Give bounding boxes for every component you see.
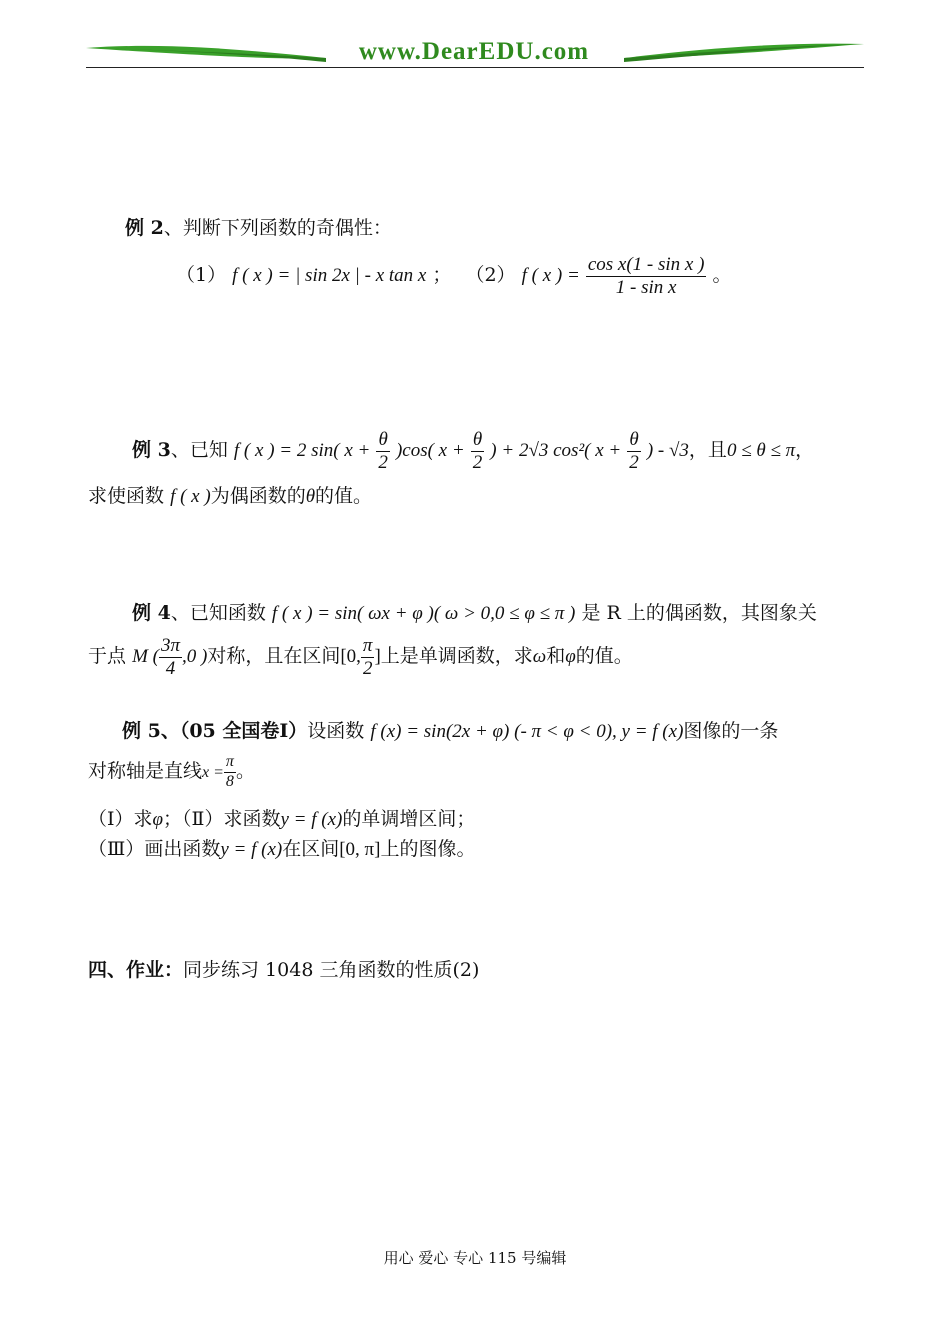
ex3-cond-post: ，: [795, 439, 815, 461]
ex5-q3-func: y = f (x): [220, 839, 283, 860]
ex4-omega: ω: [532, 646, 547, 667]
ex4-i-den: 2: [362, 657, 373, 679]
ex3-q-text-3: 的值。: [315, 485, 373, 507]
ex3-label: 例 3: [132, 439, 171, 461]
ex2-intro: 、判断下列函数的奇偶性：: [163, 217, 392, 239]
page-footer: 用心 爱心 专心 115 号编辑: [383, 1249, 567, 1267]
ex5-statement-line2: [88, 748, 255, 794]
ex3-theta-den: 2: [472, 451, 483, 473]
ex3-question: [88, 481, 372, 508]
ex4-m-num: 3π: [160, 634, 180, 656]
ex3-expr-d: ) - √3: [646, 440, 689, 461]
ex5-q2-func: y = f (x): [280, 809, 343, 830]
ex4-l2-text-1: 于点: [88, 645, 127, 667]
ex5-q1-text: （Ⅰ）求: [88, 808, 153, 830]
ex5-question-1-2: [88, 804, 475, 831]
site-logo-text: www.DearEDU.com: [358, 38, 590, 65]
ex4-pre: 、已知函数: [170, 602, 266, 624]
ex5-q3-text-2: 在区间: [282, 838, 340, 860]
ex4-m-frac: [159, 635, 182, 680]
ex4-interval-frac: [361, 635, 375, 680]
ex3-expr-c: ) + 2√3 cos²( x +: [490, 440, 622, 461]
ex4-l2-text-3: 上是单调函数，求: [380, 645, 533, 667]
ex5-l2-end: 。: [235, 760, 255, 782]
homework-label: 四、作业：: [88, 959, 184, 981]
ex2-p1: （1）: [176, 264, 227, 286]
ex4-statement-line2: [88, 630, 633, 682]
ex5-statement: [122, 716, 778, 743]
ex3-theta-num: θ: [627, 429, 641, 452]
ex5-l2-text: 对称轴是直线: [88, 760, 203, 782]
ex3-pre: 、已知: [170, 439, 228, 461]
ex5-q2-text: ；（Ⅱ）求函数: [163, 808, 281, 830]
ex3-q-text-2: 为偶函数的: [210, 485, 306, 507]
ex2-f2-numerator: cos x(1 - sin x ): [587, 253, 705, 275]
ex3-theta-den: 2: [378, 451, 388, 473]
ex4-point-end: ,0 ): [182, 646, 208, 667]
ex4-statement: [132, 598, 817, 625]
ex5-pre: 设函数: [307, 720, 365, 742]
ex4-l2-text-2: 对称，且在区间: [207, 645, 341, 667]
ex2-heading: [125, 213, 392, 240]
homework-text: 同步练习 1048 三角函数的性质(2): [183, 959, 480, 981]
ex2-f2-fraction: [586, 254, 707, 299]
ex3-theta-num: θ: [376, 429, 390, 452]
ex3-q-text-1: 求使函数: [88, 485, 165, 507]
ex4-i-num: π: [362, 634, 373, 656]
ex4-phi: φ: [565, 646, 576, 667]
ex3-theta-frac-2: [471, 429, 485, 474]
ex2-p2: （2）: [465, 264, 516, 286]
ex2-f2-lhs: f ( x ) =: [521, 265, 580, 286]
ex2-sep: ；: [432, 264, 452, 286]
ex5-q3-end: 上的图像。: [380, 838, 476, 860]
ex2-functions: [176, 250, 732, 300]
ex5-q1-phi: φ: [152, 809, 164, 830]
ex2-label: 例 2: [125, 217, 164, 239]
ex2-f1: f ( x ) = | sin 2x | - x tan x: [232, 265, 427, 286]
ex3-theta-frac-1: [376, 429, 390, 474]
ex3-q-theta: θ: [305, 486, 316, 507]
ex4-m-den: 4: [165, 657, 176, 679]
ex5-q2-end: 的单调增区间；: [342, 808, 476, 830]
ex5-q3-text: （Ⅲ）画出函数: [88, 838, 221, 860]
ex3-statement: [132, 424, 814, 476]
header-rule: [86, 67, 864, 68]
ex3-expr-b: )cos( x +: [395, 440, 465, 461]
ex3-theta-frac-3: [627, 429, 641, 474]
ex3-theta-num: θ: [471, 429, 485, 452]
ex3-q-func: f ( x ): [170, 486, 211, 507]
ex4-and: 和: [546, 645, 566, 667]
ex4-point-M: M (: [132, 646, 159, 667]
ex5-post: 图像的一条: [683, 720, 779, 742]
ex4-interval-end: ]: [374, 646, 381, 667]
ex5-x-den: 8: [225, 772, 234, 790]
ex4-label: 例 4: [132, 602, 171, 624]
ex4-post: 是 R 上的偶函数，其图象关: [581, 602, 817, 624]
ex2-f2-denominator: 1 - sin x: [615, 276, 677, 298]
ex2-end: 。: [712, 264, 732, 286]
ex5-q3-interval: [0, π]: [339, 839, 381, 860]
ex5-label: 例 5、（05 全国卷Ⅰ）: [122, 720, 308, 742]
site-header: [86, 36, 864, 74]
ex4-expr: f ( x ) = sin( ωx + φ )( ω > 0,0 ≤ φ ≤ π ): [271, 603, 576, 624]
ex3-theta-den: 2: [629, 451, 639, 473]
ex5-x-eq: x =: [202, 764, 224, 781]
ex5-question-3: [88, 834, 475, 861]
homework-line: [88, 955, 479, 982]
ex5-expr: f (x) = sin(2x + φ) (- π < φ < 0), y = f (x): [370, 721, 684, 742]
ex3-cond-pre: ，且: [688, 439, 727, 461]
ex3-cond: 0 ≤ θ ≤ π: [726, 440, 796, 461]
ex4-interval-start: [0,: [340, 646, 361, 667]
ex4-l2-text-4: 的值。: [575, 645, 633, 667]
ex5-x-frac: [224, 753, 236, 791]
ex3-expr-a: f ( x ) = 2 sin( x +: [233, 440, 371, 461]
ex5-x-num: π: [224, 753, 236, 772]
